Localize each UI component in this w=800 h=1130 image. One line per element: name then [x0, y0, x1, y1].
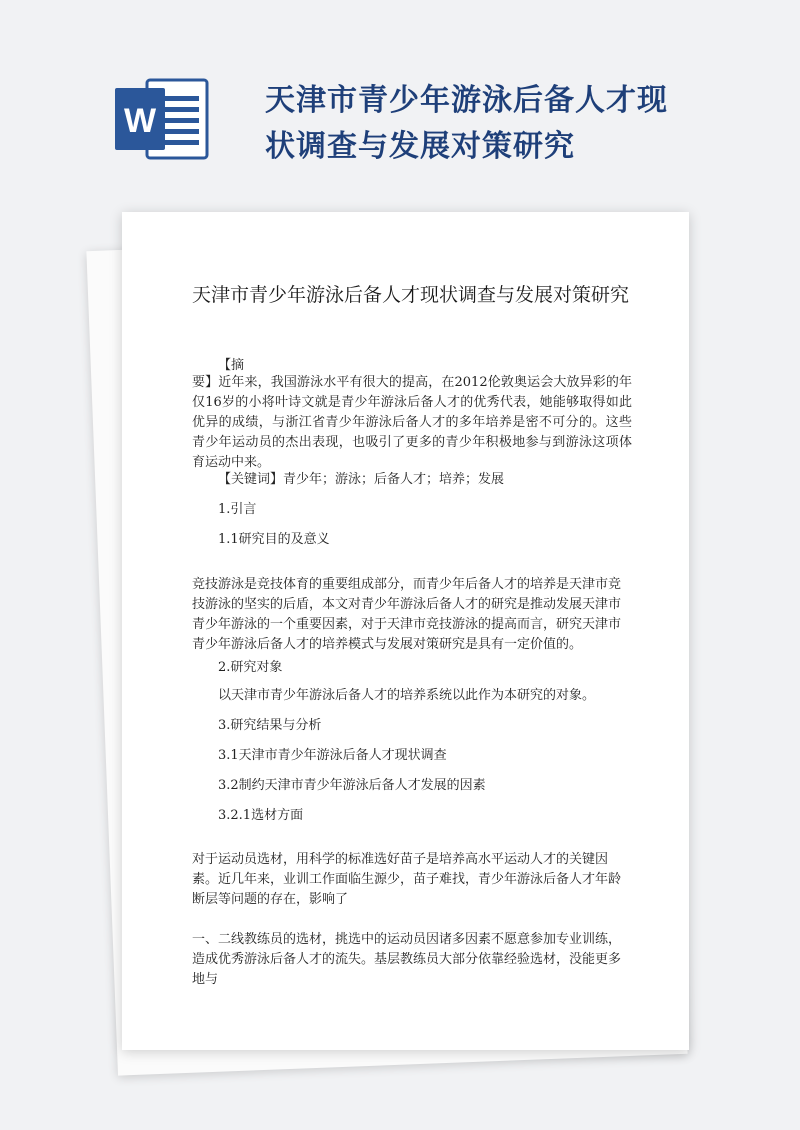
word-document-icon	[113, 76, 211, 162]
heading-purpose: 1.1研究目的及意义	[218, 532, 330, 547]
paragraph-research-object: 以天津市青少年游泳后备人才的培养系统以此作为本研究的对象。	[218, 688, 596, 703]
word-icon-letter: W	[123, 102, 157, 140]
header-title-line1: 天津市青少年游泳后备人才现	[265, 83, 668, 118]
header-title-line2: 状调查与发展对策研究	[265, 129, 575, 164]
heading-constraints: 3.2制约天津市青少年游泳后备人才发展的因素	[218, 778, 486, 793]
abstract-text: 要】近年来，我国游泳水平有很大的提高，在2012伦敦奥运会大放异彩的年仅16岁的小将叶诗文就是青少年游泳后备人才的优秀代表，她能够取得如此优异的成绩，与浙江省青少年游泳后备人才的多年培养是密不可分的。这些青少年运动员的杰出表现，也吸引了更多的青少年积极地参与到游泳这项体育运动中来。	[192, 375, 632, 470]
heading-research-object: 2.研究对象	[218, 660, 283, 675]
paragraph-coaches: 一、二线教练员的选材，挑选中的运动员因诸多因素不愿意参加专业训练，造成优秀游泳后备人才的流失。基层教练员大部分依靠经验选材，没能更多地与	[192, 932, 622, 987]
heading-introduction: 1.引言	[218, 502, 257, 517]
paragraph-significance: 竞技游泳是竞技体育的重要组成部分，而青少年后备人才的培养是天津市竞技游泳的坚实的后盾，本文对青少年游泳后备人才的研究是推动发展天津市青少年游泳的一个重要因素，对于天津市竞技游泳的提高而言，研究天津市青少年游泳后备人才的培养模式与发展对策研究是具有一定价值的。	[192, 577, 622, 652]
heading-selection: 3.2.1选材方面	[218, 808, 304, 823]
heading-results: 3.研究结果与分析	[218, 718, 322, 733]
page-header-title	[265, 78, 765, 170]
keywords: 【关键词】青少年；游泳；后备人才；培养；发展	[218, 472, 505, 487]
abstract-label: 【摘	[218, 358, 245, 373]
heading-current-status: 3.1天津市青少年游泳后备人才现状调查	[218, 748, 447, 763]
paragraph-selection: 对于运动员选材，用科学的标准选好苗子是培养高水平运动人才的关键因素。近几年来，业训工作面临生源少，苗子难找，青少年游泳后备人才年龄断层等问题的存在，影响了	[192, 852, 622, 907]
document-title: 天津市青少年游泳后备人才现状调查与发展对策研究	[192, 284, 630, 306]
